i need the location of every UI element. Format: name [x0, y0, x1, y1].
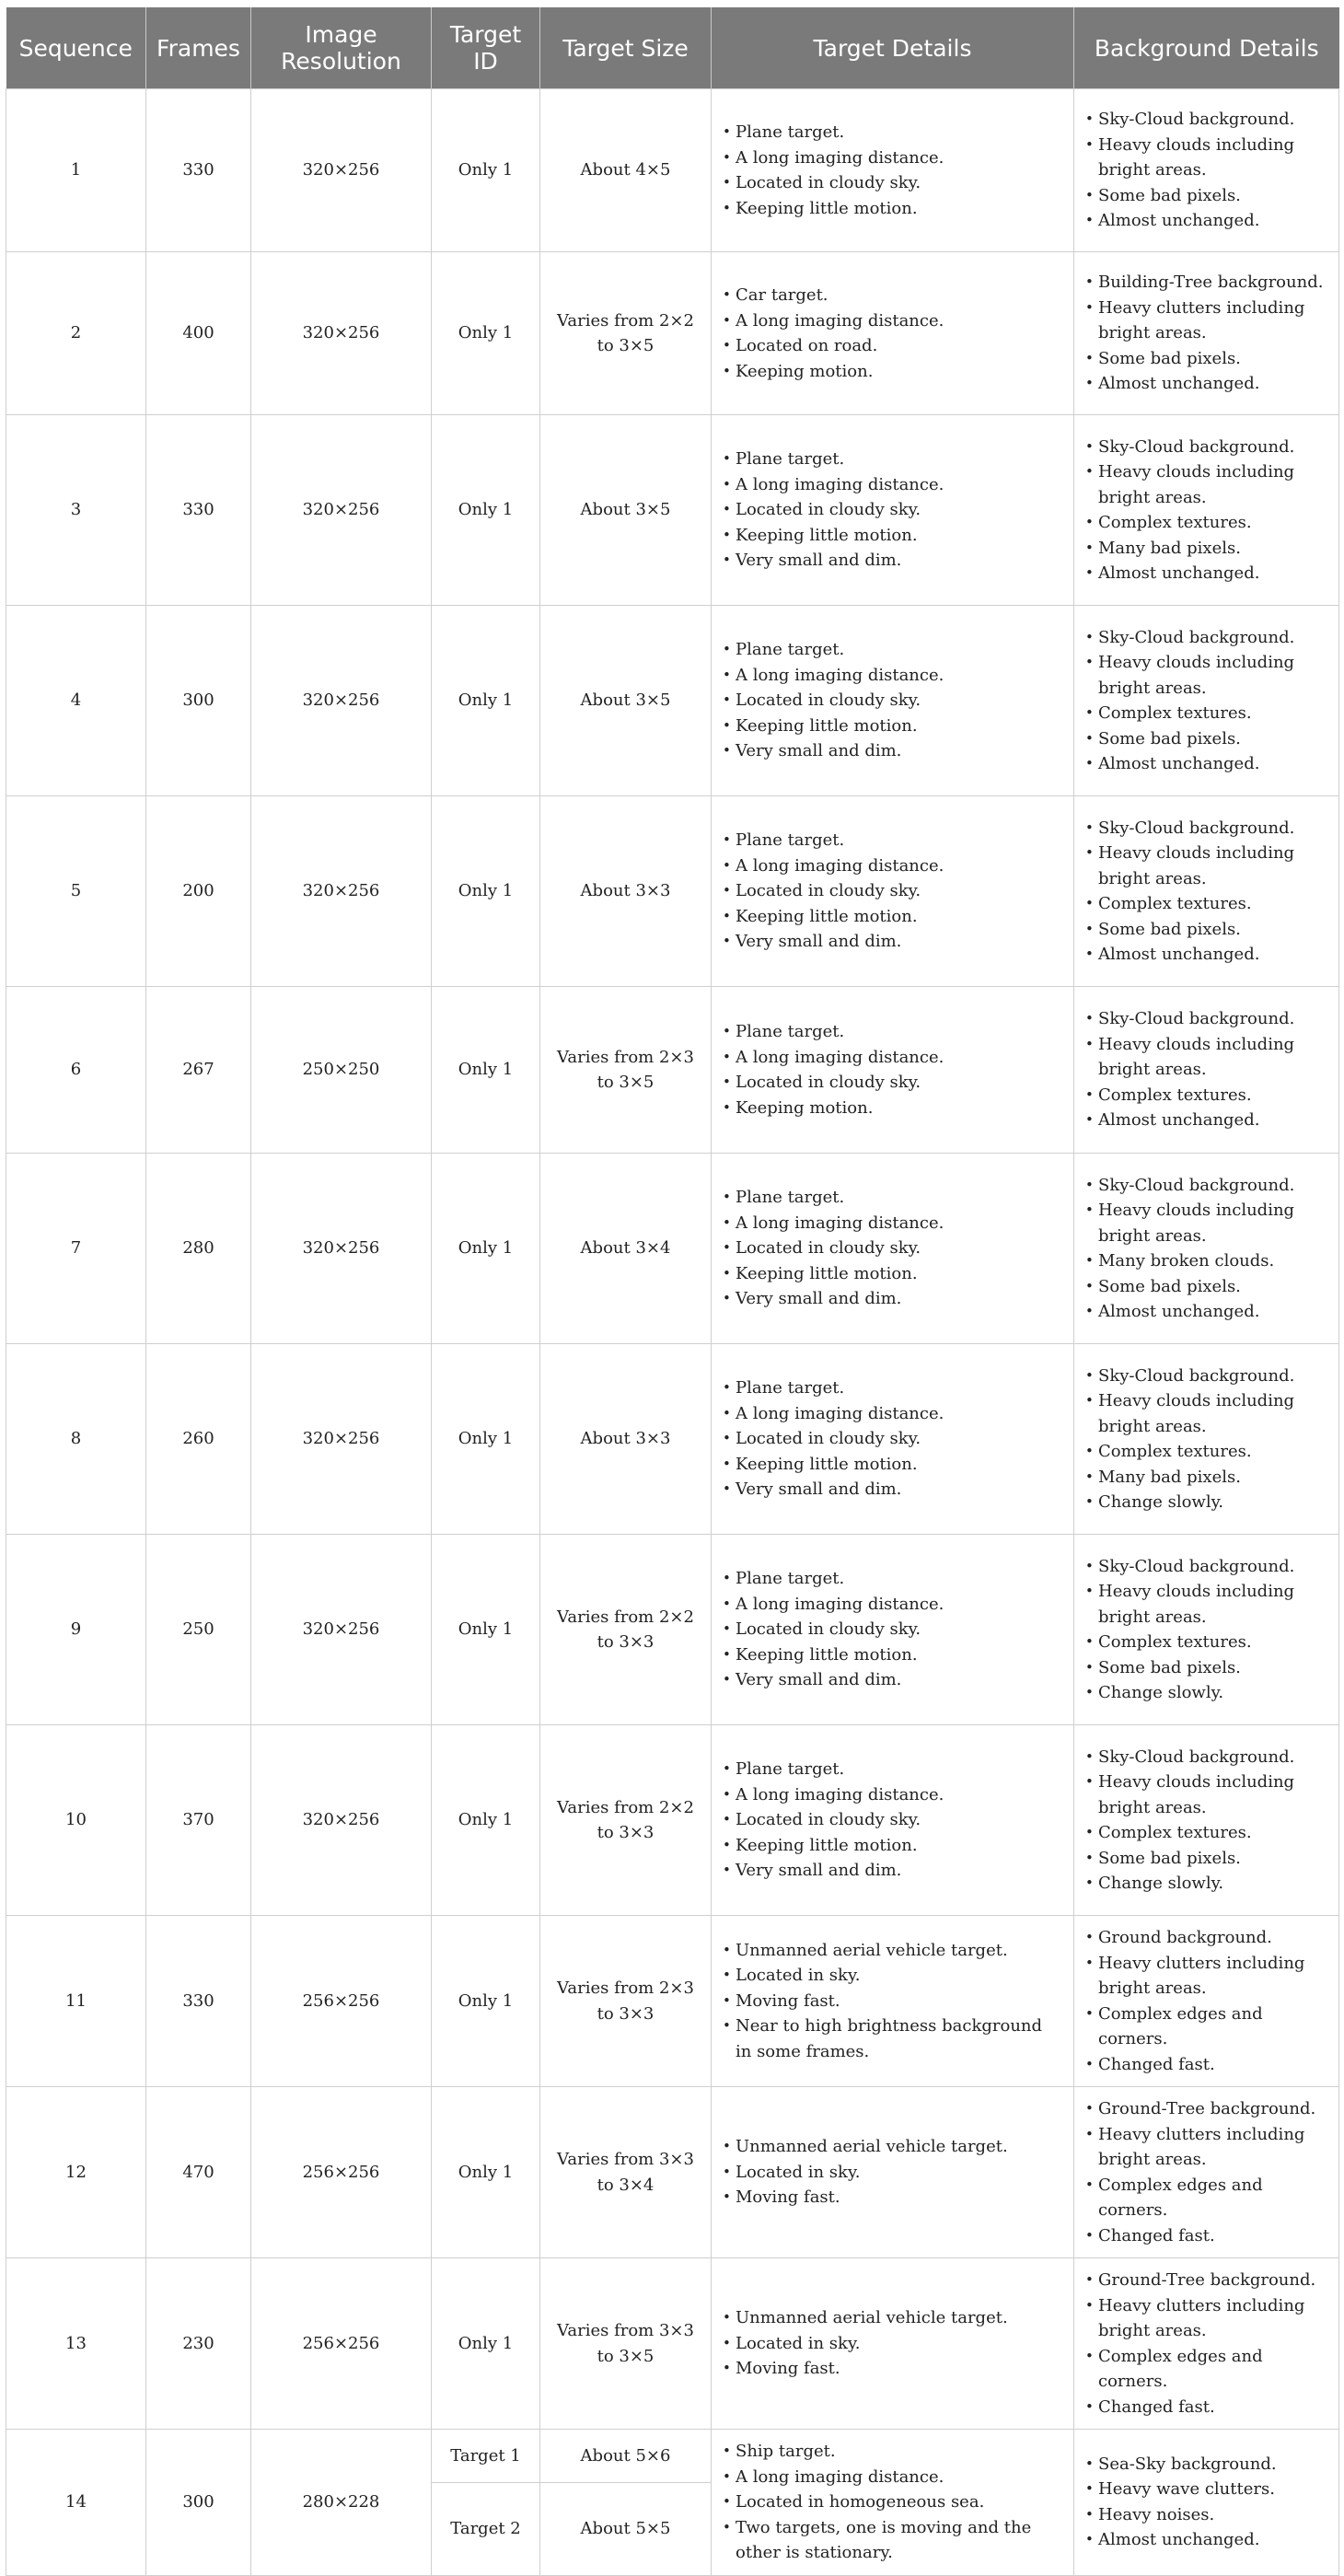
cell-target-id: Target 1 [432, 2430, 540, 2483]
cell-target-details [712, 796, 1074, 987]
cell-target-details [712, 1916, 1074, 2087]
list-item: • Some bad pixels. [1085, 726, 1327, 752]
cell-background-details [1074, 2087, 1339, 2258]
header-row [6, 7, 1339, 89]
cell-sequence: 5 [6, 796, 146, 987]
list-item: • Complex textures. [1085, 1630, 1327, 1655]
list-item: • Located in sky. [723, 2331, 1062, 2357]
cell-target-id: Only 1 [432, 1154, 540, 1344]
list-item: • Very small and dim. [723, 738, 1062, 764]
list-item: • Some bad pixels. [1085, 183, 1327, 209]
table-row [6, 1725, 1339, 1916]
list-item: • Keeping little motion. [723, 1642, 1062, 1668]
list-item: • Some bad pixels. [1085, 1846, 1327, 1872]
list-item: • Located in cloudy sky. [723, 170, 1062, 196]
cell-resolution: 320×256 [251, 606, 432, 796]
list-item: • Change slowly. [1085, 1871, 1327, 1897]
cell-background-details [1074, 2430, 1339, 2576]
cell-sequence: 14 [6, 2430, 146, 2576]
cell-target-details [712, 1725, 1074, 1916]
list-item: • A long imaging distance. [723, 1401, 1062, 1427]
header-target-size: Target Size [540, 7, 712, 89]
list-item: • Almost unchanged. [1085, 1108, 1327, 1133]
cell-resolution: 280×228 [251, 2430, 432, 2576]
cell-resolution: 256×256 [251, 1916, 432, 2087]
list-item: • Changed fast. [1085, 2395, 1327, 2420]
list-item: • Heavy clouds including bright areas. [1085, 1032, 1327, 1083]
cell-background-details [1074, 1344, 1339, 1535]
cell-frames: 267 [146, 987, 251, 1154]
cell-target-size: Varies from 2×2 to 3×5 [540, 252, 712, 415]
list-item: • Almost unchanged. [1085, 208, 1327, 234]
list-item: • Very small and dim. [723, 1477, 1062, 1503]
dataset-table [6, 7, 1339, 2576]
list-item: • Located in sky. [723, 1963, 1062, 1989]
cell-resolution: 320×256 [251, 415, 432, 606]
table-row [6, 1344, 1339, 1535]
list-item: • Keeping little motion. [723, 523, 1062, 549]
cell-target-details [712, 2087, 1074, 2258]
cell-target-size: Varies from 3×3 to 3×4 [540, 2087, 712, 2258]
list-item: • Located on road. [723, 333, 1062, 359]
list-item: • Located in sky. [723, 2160, 1062, 2186]
table-row [6, 987, 1339, 1154]
cell-resolution: 320×256 [251, 796, 432, 987]
list-item: • Plane target. [723, 1757, 1062, 1782]
list-item: • Sky-Cloud background. [1085, 1173, 1327, 1199]
list-item: • Moving fast. [723, 1989, 1062, 2014]
list-item: • Almost unchanged. [1085, 751, 1327, 777]
cell-resolution: 320×256 [251, 1725, 432, 1916]
cell-background-details [1074, 2258, 1339, 2430]
list-item: • Very small and dim. [723, 1286, 1062, 1312]
cell-frames: 300 [146, 606, 251, 796]
cell-target-details [712, 89, 1074, 252]
list-item: • Sky-Cloud background. [1085, 107, 1327, 133]
list-item: • Many broken clouds. [1085, 1248, 1327, 1274]
list-item: • Plane target. [723, 828, 1062, 853]
list-item: • Almost unchanged. [1085, 1299, 1327, 1325]
cell-target-id: Only 1 [432, 415, 540, 606]
header-target-id: Target ID [432, 7, 540, 89]
list-item: • Many bad pixels. [1085, 1465, 1327, 1491]
cell-background-details [1074, 796, 1339, 987]
list-item: • Heavy clutters including bright areas. [1085, 296, 1327, 346]
list-item: • Very small and dim. [723, 929, 1062, 955]
list-item: • Very small and dim. [723, 1858, 1062, 1884]
cell-resolution: 256×256 [251, 2087, 432, 2258]
table-row [6, 1535, 1339, 1725]
list-item: • A long imaging distance. [723, 145, 1062, 171]
list-item: • Heavy wave clutters. [1085, 2477, 1327, 2502]
cell-target-id: Only 1 [432, 1725, 540, 1916]
header-background-details: Background Details [1074, 7, 1339, 89]
cell-background-details [1074, 987, 1339, 1154]
list-item: • Plane target. [723, 637, 1062, 663]
list-item: • Change slowly. [1085, 1490, 1327, 1515]
cell-target-size: Varies from 2×3 to 3×5 [540, 987, 712, 1154]
list-item: • Unmanned aerial vehicle target. [723, 2134, 1062, 2160]
cell-target-size: Varies from 2×3 to 3×3 [540, 1916, 712, 2087]
list-item: • Heavy clutters including bright areas. [1085, 1951, 1327, 2002]
list-item: • Keeping motion. [723, 359, 1062, 385]
header-sequence: Sequence [6, 7, 146, 89]
list-item: • Complex edges and corners. [1085, 2002, 1327, 2052]
table-row [6, 415, 1339, 606]
list-item: • Sky-Cloud background. [1085, 1554, 1327, 1580]
cell-target-size: About 5×5 [540, 2483, 712, 2575]
list-item: • Keeping little motion. [723, 1261, 1062, 1287]
cell-frames: 370 [146, 1725, 251, 1916]
list-item: • Heavy noises. [1085, 2502, 1327, 2528]
cell-target-size: Varies from 3×3 to 3×5 [540, 2258, 712, 2430]
cell-sequence: 1 [6, 89, 146, 252]
list-item: • Heavy clouds including bright areas. [1085, 841, 1327, 891]
list-item: • Located in cloudy sky. [723, 497, 1062, 523]
list-item: • Heavy clouds including bright areas. [1085, 1198, 1327, 1248]
cell-frames: 260 [146, 1344, 251, 1535]
list-item: • Heavy clouds including bright areas. [1085, 133, 1327, 183]
list-item: • Ground background. [1085, 1925, 1327, 1951]
table-row [6, 606, 1339, 796]
cell-sequence: 7 [6, 1154, 146, 1344]
list-item: • Heavy clouds including bright areas. [1085, 1388, 1327, 1439]
list-item: • Plane target. [723, 1019, 1062, 1045]
list-item: • Almost unchanged. [1085, 942, 1327, 968]
cell-target-id: Only 1 [432, 987, 540, 1154]
list-item: • Sky-Cloud background. [1085, 1006, 1327, 1032]
list-item: • Keeping little motion. [723, 714, 1062, 739]
list-item: • Complex textures. [1085, 1083, 1327, 1108]
list-item: • Heavy clouds including bright areas. [1085, 650, 1327, 701]
cell-resolution: 320×256 [251, 1154, 432, 1344]
list-item: • Heavy clouds including bright areas. [1085, 1579, 1327, 1630]
cell-target-details [712, 1344, 1074, 1535]
header-resolution: Image Resolution [251, 7, 432, 89]
list-item: • Complex textures. [1085, 510, 1327, 536]
list-item: • Many bad pixels. [1085, 536, 1327, 562]
cell-target-id: Only 1 [432, 1535, 540, 1725]
cell-frames: 230 [146, 2258, 251, 2430]
list-item: • Some bad pixels. [1085, 917, 1327, 943]
list-item: • Complex textures. [1085, 891, 1327, 917]
list-item: • Ground-Tree background. [1085, 2096, 1327, 2122]
list-item: • Located in homogeneous sea. [723, 2489, 1062, 2515]
list-item: • Ground-Tree background. [1085, 2268, 1327, 2293]
cell-target-id: Only 1 [432, 796, 540, 987]
cell-target-details [712, 606, 1074, 796]
list-item: • Complex edges and corners. [1085, 2344, 1327, 2395]
cell-background-details [1074, 1725, 1339, 1916]
list-item: • Near to high brightness background in some frames. [723, 2013, 1062, 2064]
cell-background-details [1074, 415, 1339, 606]
cell-frames: 280 [146, 1154, 251, 1344]
cell-sequence: 3 [6, 415, 146, 606]
cell-target-details [712, 2258, 1074, 2430]
table-row [6, 2087, 1339, 2258]
list-item: • Plane target. [723, 1375, 1062, 1401]
table-row [6, 2430, 1339, 2483]
cell-sequence: 12 [6, 2087, 146, 2258]
list-item: • Sea-Sky background. [1085, 2452, 1327, 2477]
list-item: • Moving fast. [723, 2356, 1062, 2382]
cell-background-details [1074, 89, 1339, 252]
cell-resolution: 320×256 [251, 252, 432, 415]
cell-target-details [712, 415, 1074, 606]
cell-target-id: Only 1 [432, 2087, 540, 2258]
cell-resolution: 250×250 [251, 987, 432, 1154]
list-item: • Heavy clouds including bright areas. [1085, 459, 1327, 510]
cell-target-size: About 3×4 [540, 1154, 712, 1344]
cell-target-details [712, 1535, 1074, 1725]
list-item: • Complex textures. [1085, 701, 1327, 726]
list-item: • Located in cloudy sky. [723, 1807, 1062, 1833]
list-item: • Very small and dim. [723, 548, 1062, 574]
list-item: • Located in cloudy sky. [723, 1236, 1062, 1261]
list-item: • Complex textures. [1085, 1820, 1327, 1846]
list-item: • Located in cloudy sky. [723, 878, 1062, 904]
list-item: • Some bad pixels. [1085, 1655, 1327, 1681]
cell-target-details [712, 2430, 1074, 2576]
cell-frames: 250 [146, 1535, 251, 1725]
cell-background-details [1074, 1916, 1339, 2087]
list-item: • Keeping little motion. [723, 196, 1062, 222]
list-item: • Moving fast. [723, 2185, 1062, 2210]
list-item: • Unmanned aerial vehicle target. [723, 1938, 1062, 1964]
list-item: • Keeping little motion. [723, 1452, 1062, 1478]
cell-frames: 330 [146, 1916, 251, 2087]
cell-target-id: Target 2 [432, 2483, 540, 2575]
table-row [6, 1154, 1339, 1344]
cell-sequence: 4 [6, 606, 146, 796]
list-item: • A long imaging distance. [723, 1782, 1062, 1808]
cell-target-size: Varies from 2×2 to 3×3 [540, 1725, 712, 1916]
list-item: • A long imaging distance. [723, 308, 1062, 334]
list-item: • Sky-Cloud background. [1085, 816, 1327, 841]
cell-target-details [712, 987, 1074, 1154]
list-item: • Two targets, one is moving and the other is stationary. [723, 2515, 1062, 2566]
list-item: • Located in cloudy sky. [723, 1426, 1062, 1452]
table-row [6, 1916, 1339, 2087]
list-item: • Change slowly. [1085, 1680, 1327, 1706]
cell-target-size: About 3×5 [540, 606, 712, 796]
list-item: • Almost unchanged. [1085, 371, 1327, 397]
cell-target-size: About 3×3 [540, 1344, 712, 1535]
list-item: • Almost unchanged. [1085, 2527, 1327, 2553]
list-item: • Sky-Cloud background. [1085, 435, 1327, 460]
table-row [6, 89, 1339, 252]
list-item: • A long imaging distance. [723, 1211, 1062, 1236]
cell-sequence: 10 [6, 1725, 146, 1916]
cell-target-size: About 3×3 [540, 796, 712, 987]
cell-frames: 330 [146, 89, 251, 252]
list-item: • Almost unchanged. [1085, 561, 1327, 586]
list-item: • Complex edges and corners. [1085, 2173, 1327, 2223]
cell-target-size: About 4×5 [540, 89, 712, 252]
list-item: • Sky-Cloud background. [1085, 625, 1327, 651]
list-item: • Ship target. [723, 2439, 1062, 2465]
list-item: • Changed fast. [1085, 2052, 1327, 2078]
cell-sequence: 13 [6, 2258, 146, 2430]
cell-frames: 470 [146, 2087, 251, 2258]
cell-sequence: 9 [6, 1535, 146, 1725]
table-row [6, 252, 1339, 415]
list-item: • Very small and dim. [723, 1667, 1062, 1693]
cell-target-details [712, 252, 1074, 415]
list-item: • Unmanned aerial vehicle target. [723, 2305, 1062, 2331]
list-item: • Plane target. [723, 120, 1062, 145]
cell-resolution: 256×256 [251, 2258, 432, 2430]
list-item: • Some bad pixels. [1085, 346, 1327, 372]
list-item: • Keeping little motion. [723, 904, 1062, 930]
cell-target-id: Only 1 [432, 1916, 540, 2087]
cell-target-details [712, 1154, 1074, 1344]
list-item: • Sky-Cloud background. [1085, 1363, 1327, 1389]
cell-target-size: About 5×6 [540, 2430, 712, 2483]
cell-resolution: 320×256 [251, 1535, 432, 1725]
list-item: • Located in cloudy sky. [723, 688, 1062, 714]
list-item: • A long imaging distance. [723, 1045, 1062, 1071]
cell-target-size: About 3×5 [540, 415, 712, 606]
list-item: • Located in cloudy sky. [723, 1070, 1062, 1096]
cell-background-details [1074, 606, 1339, 796]
list-item: • Heavy clutters including bright areas. [1085, 2122, 1327, 2173]
cell-target-id: Only 1 [432, 606, 540, 796]
cell-resolution: 320×256 [251, 1344, 432, 1535]
table-row [6, 2258, 1339, 2430]
cell-target-id: Only 1 [432, 2258, 540, 2430]
cell-frames: 330 [146, 415, 251, 606]
cell-resolution: 320×256 [251, 89, 432, 252]
cell-sequence: 8 [6, 1344, 146, 1535]
list-item: • Sky-Cloud background. [1085, 1745, 1327, 1770]
list-item: • Located in cloudy sky. [723, 1617, 1062, 1642]
list-item: • Heavy clouds including bright areas. [1085, 1770, 1327, 1820]
list-item: • A long imaging distance. [723, 663, 1062, 689]
list-item: • Keeping little motion. [723, 1833, 1062, 1859]
list-item: • Heavy clutters including bright areas. [1085, 2293, 1327, 2344]
cell-frames: 400 [146, 252, 251, 415]
cell-target-id: Only 1 [432, 1344, 540, 1535]
cell-target-id: Only 1 [432, 252, 540, 415]
cell-target-size: Varies from 2×2 to 3×3 [540, 1535, 712, 1725]
list-item: • A long imaging distance. [723, 1592, 1062, 1618]
list-item: • Keeping motion. [723, 1096, 1062, 1121]
list-item: • Complex textures. [1085, 1439, 1327, 1465]
cell-sequence: 11 [6, 1916, 146, 2087]
cell-background-details [1074, 1535, 1339, 1725]
table-row [6, 796, 1339, 987]
list-item: • Plane target. [723, 1185, 1062, 1211]
cell-frames: 300 [146, 2430, 251, 2576]
list-item: • Plane target. [723, 1566, 1062, 1592]
list-item: • A long imaging distance. [723, 472, 1062, 498]
list-item: • Plane target. [723, 447, 1062, 472]
list-item: • Changed fast. [1085, 2223, 1327, 2249]
cell-sequence: 2 [6, 252, 146, 415]
header-target-details: Target Details [712, 7, 1074, 89]
cell-target-id: Only 1 [432, 89, 540, 252]
cell-background-details [1074, 252, 1339, 415]
list-item: • Some bad pixels. [1085, 1274, 1327, 1300]
header-frames: Frames [146, 7, 251, 89]
list-item: • Car target. [723, 283, 1062, 308]
cell-sequence: 6 [6, 987, 146, 1154]
list-item: • Building-Tree background. [1085, 270, 1327, 296]
list-item: • A long imaging distance. [723, 2465, 1062, 2490]
cell-background-details [1074, 1154, 1339, 1344]
list-item: • A long imaging distance. [723, 853, 1062, 879]
cell-frames: 200 [146, 796, 251, 987]
